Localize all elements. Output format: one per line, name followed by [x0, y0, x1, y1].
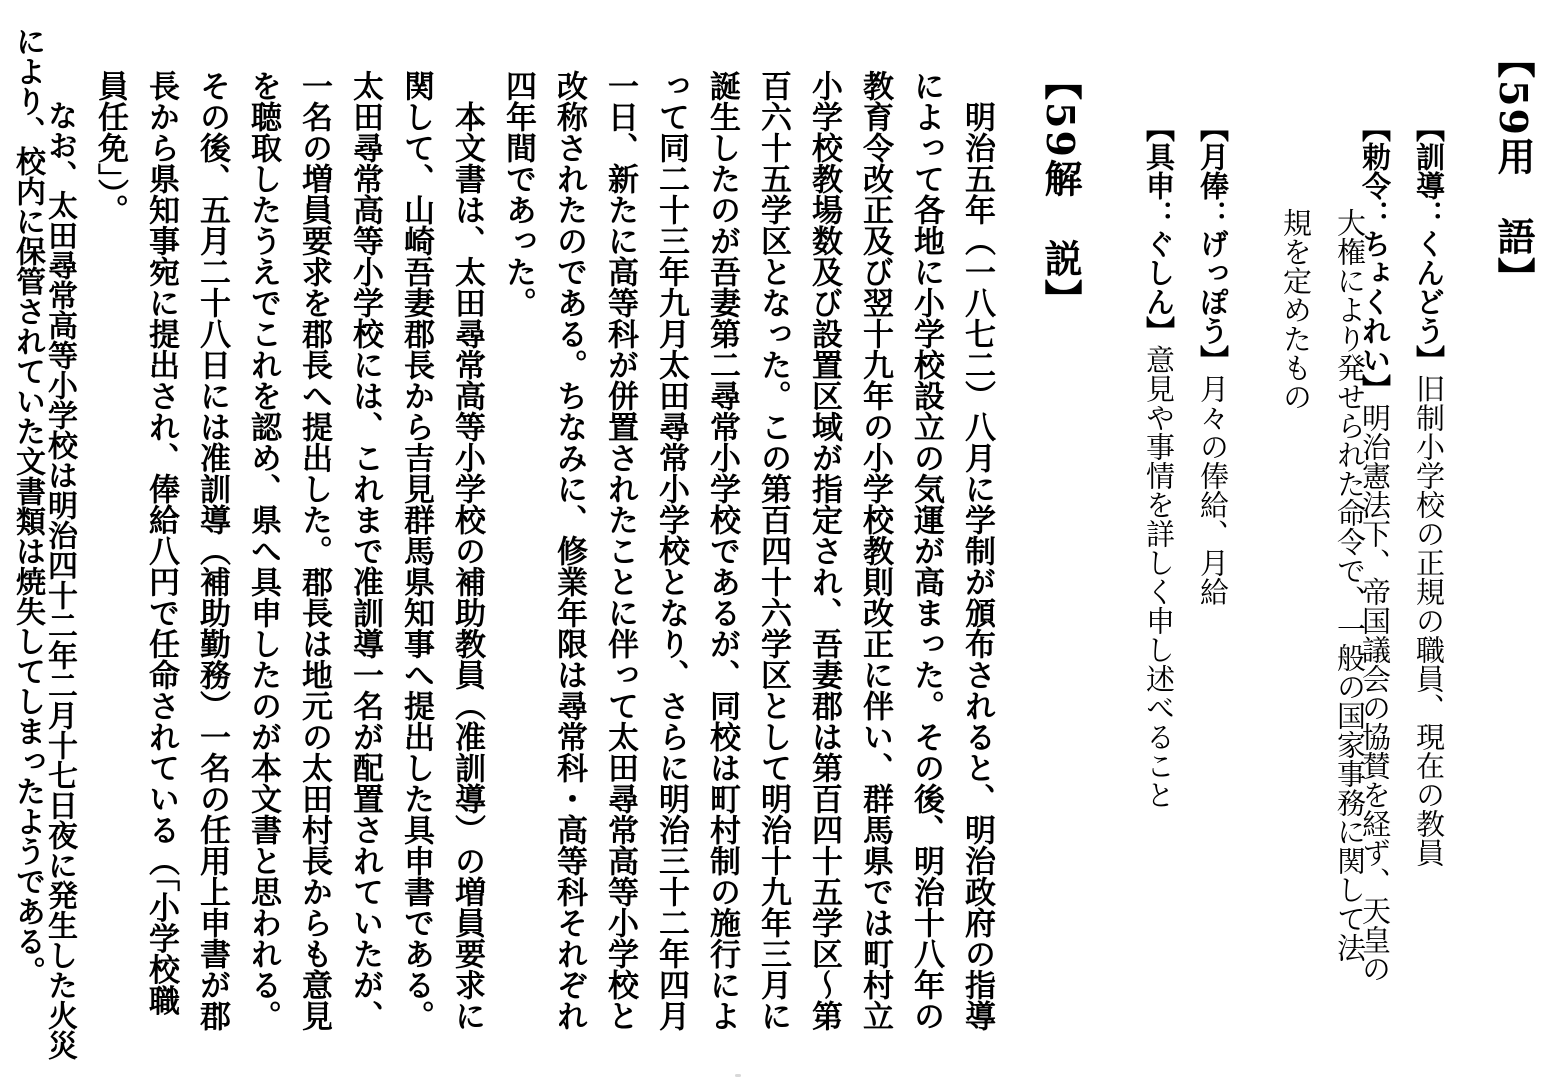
commentary-line: 百六十五学区となった。この第百四十六学区として明治十九年三月に — [755, 70, 791, 1031]
glossary-term-gushin — [1115, 76, 1202, 809]
commentary-line: 一名の増員要求を郡長へ提出した。郡長は地元の太田村長からも意見 — [296, 70, 332, 1031]
scan-artifact — [735, 1074, 741, 1077]
glossary-term-chokurei-cont-2: 規を定めたもの — [1279, 208, 1313, 411]
commentary-line: 四年間であった。 — [500, 70, 536, 318]
commentary-line: によって各地に小学校設立の気運が高まった。その後、明治十八年の — [908, 70, 944, 1031]
commentary-line: 一日、新たに高等科が併置されたことに伴って太田尋常高等小学校と — [602, 70, 638, 1031]
commentary-line: 員任免」）。 — [92, 70, 128, 225]
term-definition: 明治憲法下、帝国議会の協賛を経ず、天皇の — [1358, 402, 1392, 983]
commentary-line: 小学校教場数及び設置区域が指定され、吾妻郡は第百四十五学区～第 — [806, 70, 842, 1031]
commentary-heading: 【59解 説】 — [1038, 62, 1083, 319]
commentary-line: その後、五月二十八日には准訓導（補助勤務）一名の任用上申書が郡 — [194, 70, 230, 1031]
glossary-term-chokurei-cont-1: 大権により発せられた命令で、一般の国家事務に関して法 — [1333, 208, 1367, 962]
commentary-line: により、校内に保管されていた文書類は焼失してしまったようである。 — [10, 26, 45, 986]
term-label: 【月俸：げっぽう】 — [1196, 112, 1230, 374]
commentary-line: 誕生したのが吾妻第二尋常小学校であるが、同校は町村制の施行によ — [704, 70, 740, 1031]
commentary-line: って同二十三年九月太田尋常小学校となり、さらに明治三十二年四月 — [653, 70, 689, 1031]
term-label: 【具申：ぐしん】 — [1142, 112, 1176, 345]
commentary-line: を聴取したうえでこれを認め、県へ具申したのが本文書と思われる。 — [245, 70, 281, 1031]
term-definition: 意見や事情を詳しく申し述べること — [1142, 344, 1176, 809]
commentary-line: 長から県知事宛に提出され、俸給八円で任命されている（「小学校職 — [143, 70, 179, 1016]
term-label: 【勅令：ちょくれい】 — [1358, 112, 1392, 403]
commentary-line: なお、太田尋常高等小学校は明治四十二年二月十七日夜に発生した火災 — [42, 70, 77, 1060]
term-definition: 月々の俸給、月給 — [1196, 373, 1230, 606]
commentary-line: 改称されたのである。ちなみに、修業年限は尋常科・高等科それぞれ — [551, 70, 587, 1031]
commentary-line: 関して、山崎吾妻郡長から吉見群馬県知事へ提出した具申書である。 — [398, 70, 434, 1031]
commentary-line: 太田尋常高等小学校には、これまで准訓導一名が配置されていたが、 — [347, 70, 383, 1031]
commentary-line: 明治五年（一八七二）八月に学制が頒布されると、明治政府の指導 — [959, 70, 995, 1031]
glossary-heading: 【59用 語】 — [1491, 40, 1536, 297]
commentary-line: 教育令改正及び翌十九年の小学校教則改正に伴い、群馬県では町村立 — [857, 70, 893, 1031]
term-label: 【訓導：くんどう】 — [1412, 112, 1446, 374]
commentary-line: 本文書は、太田尋常高等小学校の補助教員（准訓導）の増員要求に — [449, 70, 485, 1031]
term-definition: 旧制小学校の正規の職員、現在の教員 — [1412, 373, 1446, 867]
